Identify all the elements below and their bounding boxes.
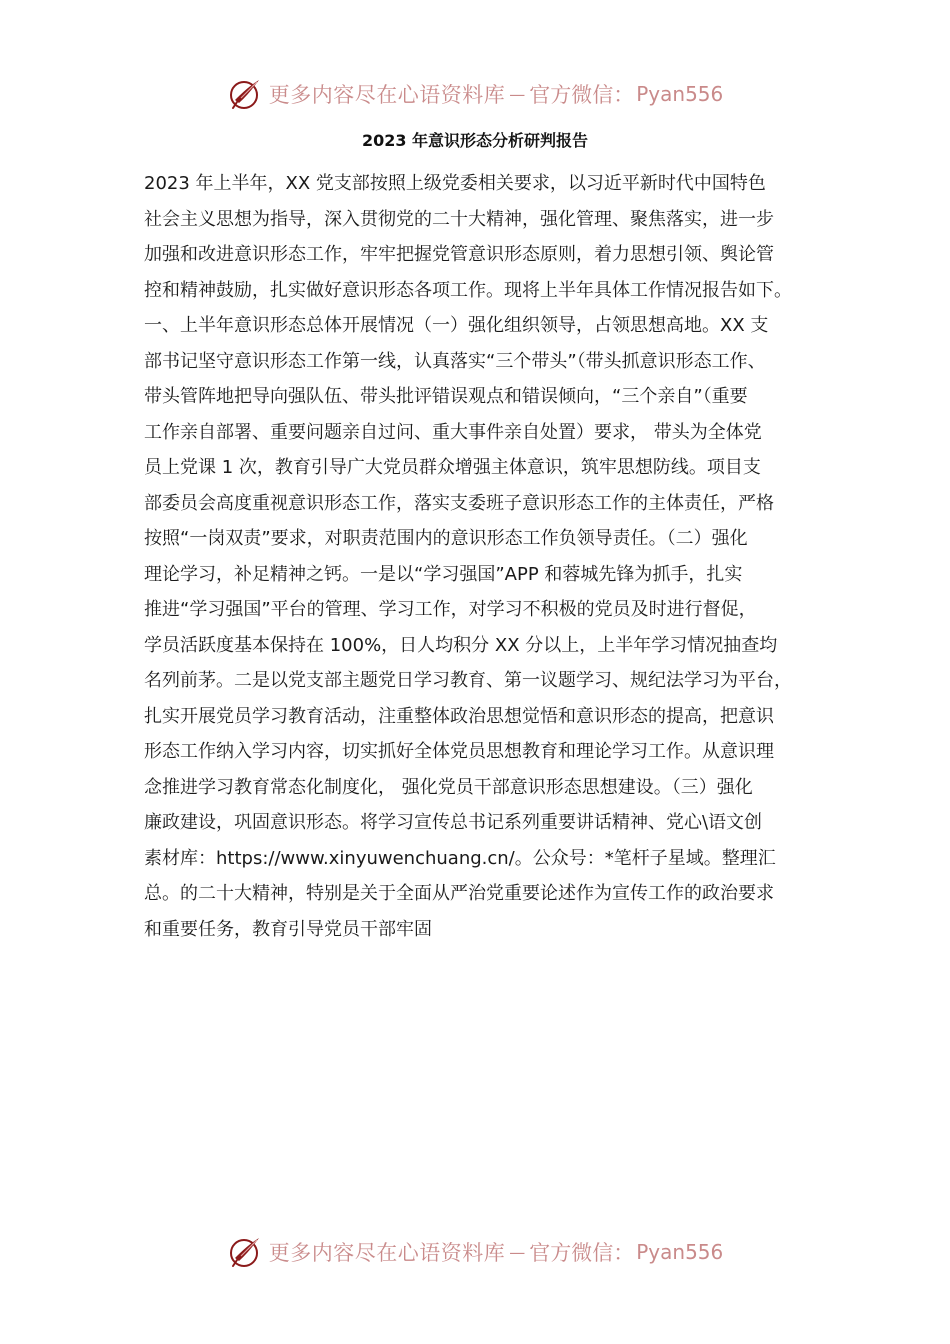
body-line: 理论学习，补足精神之钙。一是以“学习强国”APP 和蓉城先锋为抓手，扎实 bbox=[144, 563, 743, 585]
body-line: 员上党课 1 次，教育引导广大党员群众增强主体意识，筑牢思想防线。项目支 bbox=[144, 457, 761, 478]
body-line: 按照“一岗双责”要求，对职责范围内的意识形态工作负领导责任。（二）强化 bbox=[144, 528, 748, 549]
body-line: 念推进学习教育常态化制度化， 强化党员干部意识形态思想建设。（三）强化 bbox=[144, 776, 753, 798]
banner-wechat-id: Pyan556 bbox=[636, 1240, 724, 1264]
banner-wechat-id: Pyan556 bbox=[636, 82, 724, 106]
body-line: 一、上半年意识形态总体开展情况（一）强化组织领导，占领思想高地。XX 支 bbox=[144, 315, 769, 336]
body-line: 2023 年上半年，XX 党支部按照上级党委相关要求，以习近平新时代中国特色 bbox=[144, 173, 766, 194]
document-body bbox=[144, 166, 820, 947]
body-line: 和重要任务，教育引导党员干部牢固 bbox=[144, 918, 432, 940]
quill-pen-logo-icon bbox=[227, 76, 263, 112]
body-line: 总。的二十大精神，特别是关于全面从严治党重要论述作为宣传工作的政治要求 bbox=[144, 883, 774, 904]
body-line: 学员活跃度基本保持在 100%，日人均积分 XX 分以上，上半年学习情况抽查均 bbox=[144, 634, 778, 656]
body-line: 带头管阵地把导向强队伍、带头批评错误观点和错误倾向，“三个亲自”（重要 bbox=[144, 386, 748, 407]
body-line: 加强和改进意识形态工作，牢牢把握党管意识形态原则，着力思想引领、舆论管 bbox=[144, 244, 774, 265]
body-line: 工作亲自部署、重要问题亲自过问、重大事件亲自处置）要求， 带头为全体党 bbox=[144, 421, 762, 443]
banner-text: 更多内容尽在心语资料库 bbox=[268, 1241, 506, 1265]
header-banner bbox=[0, 72, 950, 116]
body-line: 社会主义思想为指导，深入贯彻党的二十大精神，强化管理、聚焦落实，进一步 bbox=[144, 208, 774, 230]
body-line: 部书记坚守意识形态工作第一线，认真落实“三个带头”（带头抓意识形态工作、 bbox=[144, 350, 766, 372]
footer-banner bbox=[0, 1230, 950, 1274]
banner-wechat-label: 官方微信： bbox=[529, 1241, 635, 1265]
banner-separator: — bbox=[509, 84, 526, 104]
body-line: 形态工作纳入学习内容，切实抓好全体党员思想教育和理论学习工作。从意识理 bbox=[144, 741, 774, 762]
banner-wechat-label: 官方微信： bbox=[529, 83, 635, 107]
body-line: 廉政建设，巩固意识形态。将学习宣传总书记系列重要讲话精神、党心\语文创 bbox=[144, 812, 763, 833]
body-line: 控和精神鼓励，扎实做好意识形态各项工作。现将上半年具体工作情况报告如下。 bbox=[144, 279, 792, 301]
quill-pen-logo-icon bbox=[227, 1234, 263, 1270]
body-line: 素材库：https://www.xinyuwenchuang.cn/。公众号：*笔杆子星域。整理汇 bbox=[144, 847, 776, 869]
document-title: 2023 年意识形态分析研判报告 bbox=[361, 131, 589, 150]
body-line: 名列前茅。二是以党支部主题党日学习教育、第一议题学习、规纪法学习为平台， bbox=[144, 670, 792, 691]
banner-text: 更多内容尽在心语资料库 bbox=[268, 83, 506, 107]
body-line: 扎实开展党员学习教育活动，注重整体政治思想觉悟和意识形态的提高，把意识 bbox=[144, 705, 774, 727]
banner-separator: — bbox=[509, 1242, 526, 1262]
body-line: 推进“学习强国”平台的管理、学习工作，对学习不积极的党员及时进行督促， bbox=[144, 599, 757, 620]
body-line: 部委员会高度重视意识形态工作，落实支委班子意识形态工作的主体责任，严格 bbox=[144, 492, 774, 514]
